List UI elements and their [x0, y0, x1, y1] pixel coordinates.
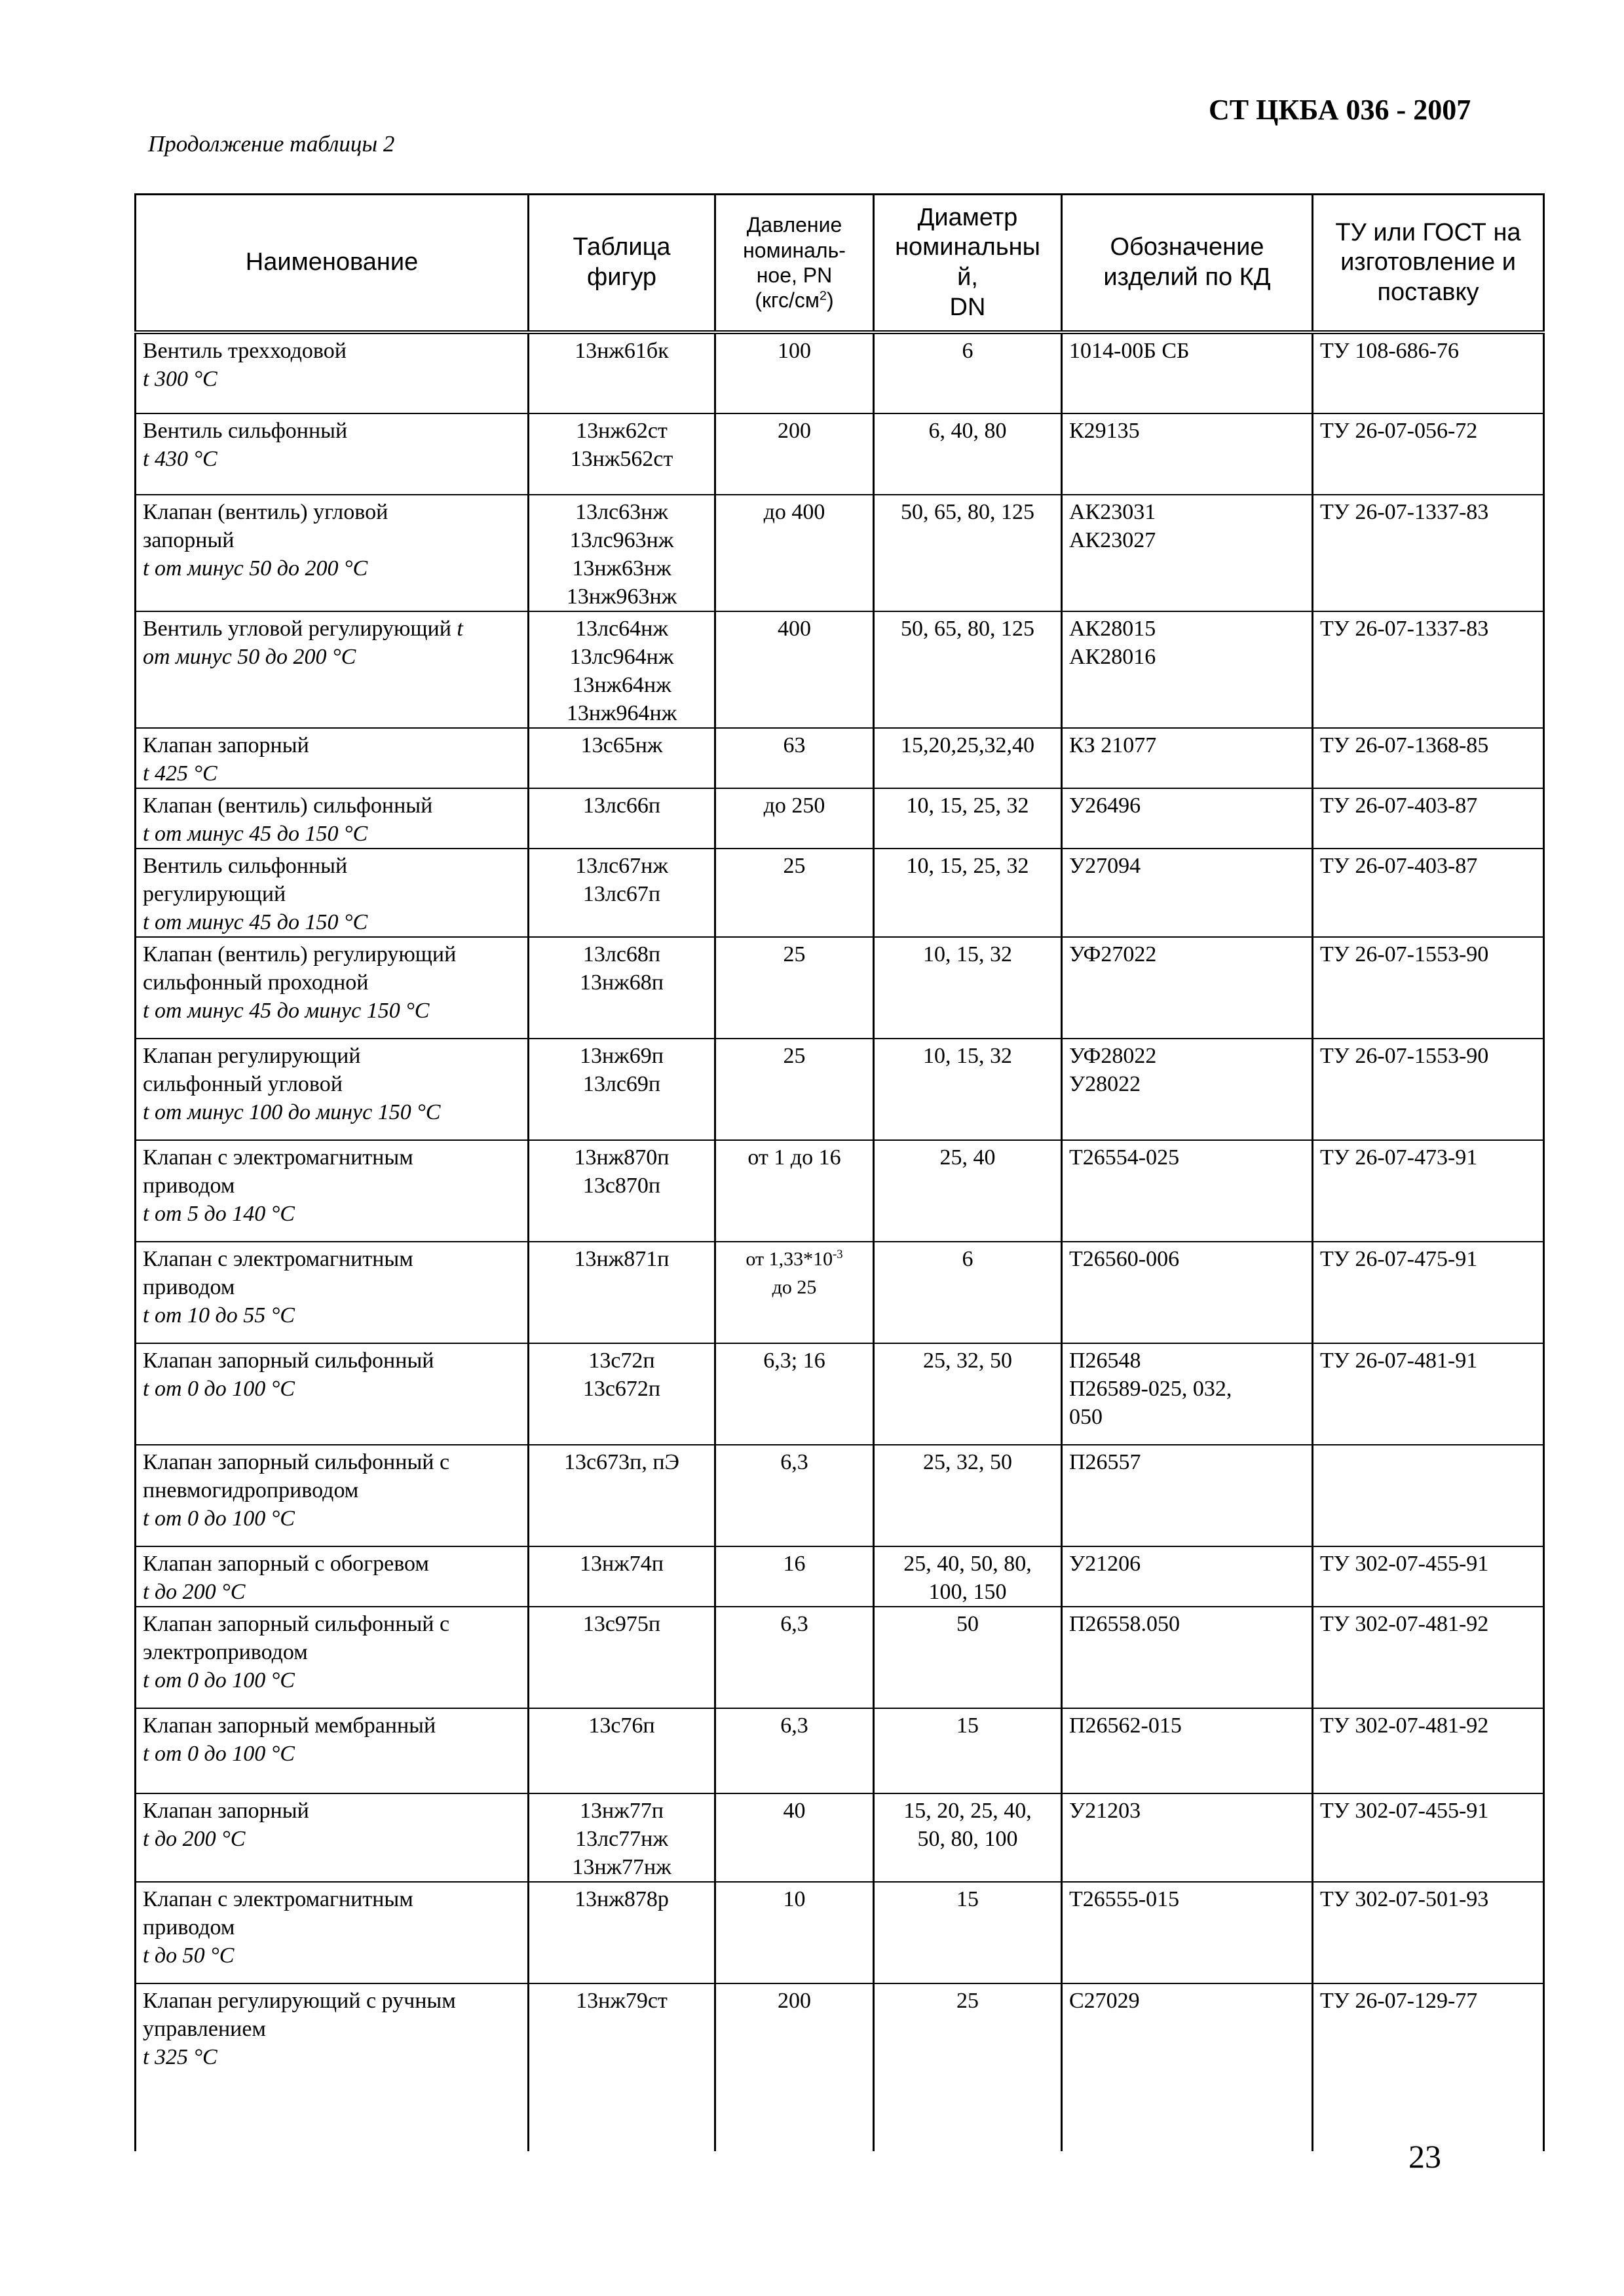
cell-figure: 13нж870п 13с870п: [529, 1140, 715, 1242]
cell-name: Клапан регулирующий с ручным управлением t 325 °C: [136, 1983, 529, 2151]
cell-figure: 13нж74п: [529, 1546, 715, 1607]
cell-diameter: 25, 32, 50: [874, 1343, 1062, 1445]
cell-diameter: 15: [874, 1882, 1062, 1983]
cell-diameter: 15, 20, 25, 40, 50, 80, 100: [874, 1793, 1062, 1882]
cell-name: Клапан запорный сильфонный t от 0 до 100 °C: [136, 1343, 529, 1445]
cell-kd: КЗ 21077: [1062, 728, 1313, 788]
cell-name: Клапан (вентиль) угловой запорный t от минус 50 до 200 °C: [136, 495, 529, 611]
cell-diameter: 6: [874, 1242, 1062, 1343]
cell-standard: ТУ 26-07-129-77: [1313, 1983, 1544, 2151]
table-row: [136, 1708, 1544, 1793]
cell-kd: 1014-00Б СБ: [1062, 332, 1313, 413]
table-row: [136, 495, 1544, 611]
cell-diameter: 15: [874, 1708, 1062, 1793]
cell-standard: ТУ 26-07-403-87: [1313, 849, 1544, 937]
cell-pressure: 400: [715, 611, 874, 728]
cell-name: Клапан запорный мембранный t от 0 до 100 °C: [136, 1708, 529, 1793]
cell-standard: [1313, 1445, 1544, 1546]
cell-name: Вентиль угловой регулирующий t от минус 50 до 200 °C: [136, 611, 529, 728]
cell-diameter: 15,20,25,32,40: [874, 728, 1062, 788]
cell-pressure: 6,3: [715, 1607, 874, 1708]
cell-pressure: 63: [715, 728, 874, 788]
cell-kd: П26562-015: [1062, 1708, 1313, 1793]
cell-standard: ТУ 26-07-1553-90: [1313, 937, 1544, 1039]
cell-pressure: до 250: [715, 788, 874, 849]
cell-figure: 13с65нж: [529, 728, 715, 788]
cell-figure: 13лс68п 13нж68п: [529, 937, 715, 1039]
cell-kd: К29135: [1062, 413, 1313, 495]
cell-standard: ТУ 26-07-481-91: [1313, 1343, 1544, 1445]
cell-standard: ТУ 302-07-481-92: [1313, 1708, 1544, 1793]
cell-kd: УФ27022: [1062, 937, 1313, 1039]
cell-pressure: 200: [715, 413, 874, 495]
cell-figure: 13нж79ст: [529, 1983, 715, 2151]
cell-name: Клапан запорный t 425 °C: [136, 728, 529, 788]
cell-pressure: 16: [715, 1546, 874, 1607]
cell-name: Клапан с электромагнитным приводом t от 10 до 55 °C: [136, 1242, 529, 1343]
cell-standard: ТУ 26-07-475-91: [1313, 1242, 1544, 1343]
cell-figure: 13с975п: [529, 1607, 715, 1708]
cell-name: Вентиль сильфонный t 430 °C: [136, 413, 529, 495]
table-row: [136, 1039, 1544, 1140]
table-row: [136, 937, 1544, 1039]
cell-diameter: 25, 40: [874, 1140, 1062, 1242]
cell-kd: П26548 П26589-025, 032, 050: [1062, 1343, 1313, 1445]
cell-pressure: 6,3: [715, 1445, 874, 1546]
cell-pressure: от 1 до 16: [715, 1140, 874, 1242]
table-row: [136, 611, 1544, 728]
table-row: [136, 1983, 1544, 2151]
cell-name: Клапан (вентиль) регулирующий сильфонный проходной t от минус 45 до минус 150 °C: [136, 937, 529, 1039]
cell-standard: ТУ 26-07-1368-85: [1313, 728, 1544, 788]
cell-name: Вентиль сильфонный регулирующий t от минус 45 до 150 °C: [136, 849, 529, 937]
cell-kd: Т26555-015: [1062, 1882, 1313, 1983]
cell-kd: Т26560-006: [1062, 1242, 1313, 1343]
cell-figure: 13нж69п 13лс69п: [529, 1039, 715, 1140]
cell-pressure: 6,3: [715, 1708, 874, 1793]
cell-diameter: 10, 15, 32: [874, 1039, 1062, 1140]
cell-kd: У26496: [1062, 788, 1313, 849]
cell-figure: 13нж77п 13лс77нж 13нж77нж: [529, 1793, 715, 1882]
cell-kd: У21206: [1062, 1546, 1313, 1607]
cell-kd: У27094: [1062, 849, 1313, 937]
cell-pressure: 100: [715, 332, 874, 413]
cell-standard: ТУ 26-07-403-87: [1313, 788, 1544, 849]
cell-diameter: 50, 65, 80, 125: [874, 611, 1062, 728]
table-row: [136, 1140, 1544, 1242]
cell-standard: ТУ 108-686-76: [1313, 332, 1544, 413]
table-row: [136, 1445, 1544, 1546]
cell-figure: 13лс63нж 13лс963нж 13нж63нж 13нж963нж: [529, 495, 715, 611]
cell-kd: АК23031 АК23027: [1062, 495, 1313, 611]
cell-kd: У21203: [1062, 1793, 1313, 1882]
cell-figure: 13с76п: [529, 1708, 715, 1793]
table-row: [136, 1343, 1544, 1445]
cell-figure: 13лс66п: [529, 788, 715, 849]
cell-pressure: 25: [715, 1039, 874, 1140]
cell-pressure: 25: [715, 937, 874, 1039]
cell-kd: С27029: [1062, 1983, 1313, 2151]
cell-figure: 13нж878р: [529, 1882, 715, 1983]
cell-figure: 13лс67нж 13лс67п: [529, 849, 715, 937]
cell-standard: ТУ 26-07-1553-90: [1313, 1039, 1544, 1140]
document-code: СТ ЦКБА 036 - 2007: [1209, 94, 1471, 126]
cell-standard: ТУ 302-07-501-93: [1313, 1882, 1544, 1983]
cell-pressure: от $1,33*10^{-3}$ до 25: [715, 1242, 874, 1343]
table-row: [136, 332, 1544, 413]
cell-diameter: 10, 15, 25, 32: [874, 788, 1062, 849]
cell-figure: 13нж62ст 13нж562ст: [529, 413, 715, 495]
table-row: [136, 788, 1544, 849]
table-row: [136, 413, 1544, 495]
cell-name: Клапан регулирующий сильфонный угловой t от минус 100 до минус 150 °C: [136, 1039, 529, 1140]
cell-standard: ТУ 302-07-481-92: [1313, 1607, 1544, 1708]
cell-standard: ТУ 26-07-056-72: [1313, 413, 1544, 495]
table-continuation-caption: Продолжение таблицы 2: [148, 131, 395, 157]
cell-pressure: 25: [715, 849, 874, 937]
cell-kd: АК28015 АК28016: [1062, 611, 1313, 728]
col-header-figure: Таблица фигур: [529, 195, 715, 333]
valves-table: [134, 193, 1545, 2151]
cell-name: Клапан с электромагнитным приводом t от 5 до 140 °C: [136, 1140, 529, 1242]
cell-standard: ТУ 26-07-473-91: [1313, 1140, 1544, 1242]
cell-standard: ТУ 26-07-1337-83: [1313, 611, 1544, 728]
cell-pressure: 40: [715, 1793, 874, 1882]
col-header-name: Наименование: [136, 195, 529, 333]
cell-pressure: 200: [715, 1983, 874, 2151]
cell-figure: 13с673п, пЭ: [529, 1445, 715, 1546]
col-header-standard: ТУ или ГОСТ на изготовление и поставку: [1313, 195, 1544, 333]
table-row: [136, 728, 1544, 788]
cell-figure: 13лс64нж 13лс964нж 13нж64нж 13нж964нж: [529, 611, 715, 728]
cell-kd: УФ28022 У28022: [1062, 1039, 1313, 1140]
table-row: [136, 1882, 1544, 1983]
cell-diameter: 25, 32, 50: [874, 1445, 1062, 1546]
cell-name: Клапан запорный с обогревом t до 200 °C: [136, 1546, 529, 1607]
page-number: 23: [1408, 2138, 1441, 2175]
table-row: [136, 1607, 1544, 1708]
cell-kd: Т26554-025: [1062, 1140, 1313, 1242]
cell-name: Клапан запорный t до 200 °C: [136, 1793, 529, 1882]
cell-standard: ТУ 26-07-1337-83: [1313, 495, 1544, 611]
cell-pressure: 6,3; 16: [715, 1343, 874, 1445]
cell-diameter: 6: [874, 332, 1062, 413]
cell-figure: 13с72п 13с672п: [529, 1343, 715, 1445]
cell-name: Клапан (вентиль) сильфонный t от минус 45 до 150 °C: [136, 788, 529, 849]
cell-diameter: 25, 40, 50, 80, 100, 150: [874, 1546, 1062, 1607]
table-row: [136, 849, 1544, 937]
table-header-row: [136, 195, 1544, 333]
table-row: [136, 1793, 1544, 1882]
cell-kd: П26557: [1062, 1445, 1313, 1546]
cell-diameter: 6, 40, 80: [874, 413, 1062, 495]
cell-diameter: 50: [874, 1607, 1062, 1708]
cell-pressure: 10: [715, 1882, 874, 1983]
cell-name: Клапан с электромагнитным приводом t до 50 °C: [136, 1882, 529, 1983]
cell-standard: ТУ 302-07-455-91: [1313, 1793, 1544, 1882]
cell-diameter: 10, 15, 32: [874, 937, 1062, 1039]
cell-diameter: 10, 15, 25, 32: [874, 849, 1062, 937]
col-header-pressure: Давление номиналь- ное, PN $(кгс/см^2)$: [715, 195, 874, 333]
cell-name: Клапан запорный сильфонный с пневмогидроприводом t от 0 до 100 °C: [136, 1445, 529, 1546]
cell-standard: ТУ 302-07-455-91: [1313, 1546, 1544, 1607]
cell-name: Вентиль трехходовой t 300 °C: [136, 332, 529, 413]
cell-figure: 13нж871п: [529, 1242, 715, 1343]
cell-pressure: до 400: [715, 495, 874, 611]
table-row: [136, 1546, 1544, 1607]
cell-figure: 13нж61бк: [529, 332, 715, 413]
col-header-kd: Обозначение изделий по КД: [1062, 195, 1313, 333]
cell-name: Клапан запорный сильфонный с электроприводом t от 0 до 100 °C: [136, 1607, 529, 1708]
col-header-diameter: Диаметр номинальны й, DN: [874, 195, 1062, 333]
table-row: [136, 1242, 1544, 1343]
cell-kd: П26558.050: [1062, 1607, 1313, 1708]
cell-diameter: 25: [874, 1983, 1062, 2151]
cell-diameter: 50, 65, 80, 125: [874, 495, 1062, 611]
